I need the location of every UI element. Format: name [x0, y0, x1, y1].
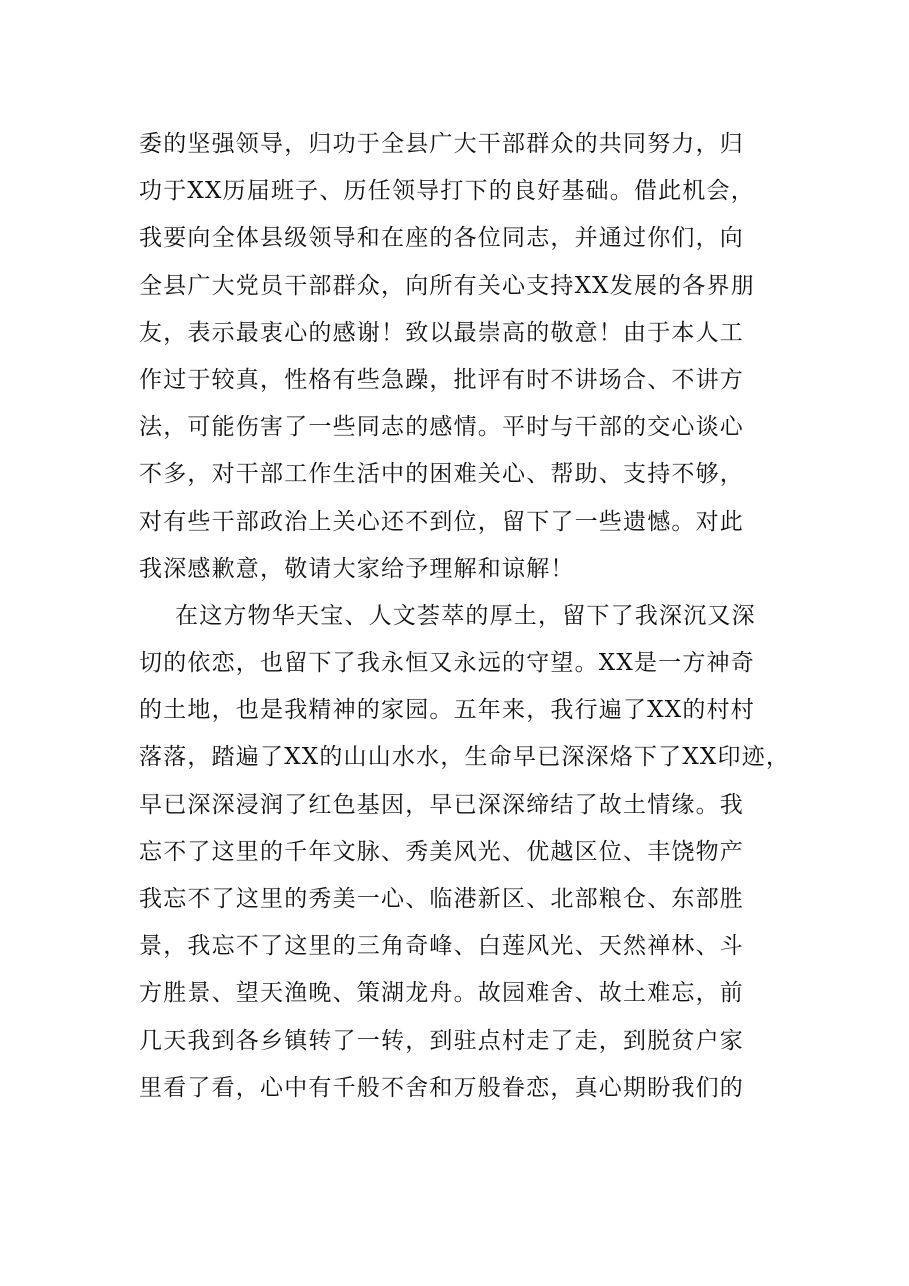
text-line: 里看了看，心中有千般不舍和万般眷恋，真心期盼我们的	[139, 1074, 744, 1101]
text-line: 早已深深浸润了红色基因，早已深深缔结了故土情缘。我	[139, 791, 744, 818]
text-line: 不多，对干部工作生活中的困难关心、帮助、支持不够，	[139, 461, 744, 488]
text-line: 方胜景、望天渔晚、策湖龙舟。故园难舍、故土难忘，前	[139, 980, 744, 1007]
text-line: 对有些干部政治上关心还不到位，留下了一些遗憾。对此	[139, 508, 744, 535]
text-line: 切的依恋，也留下了我永恒又永远的守望。XX是一方神奇	[139, 650, 755, 677]
text-line: 作过于较真，性格有些急躁，批评有时不讲场合、不讲方	[139, 366, 744, 393]
text-line: 我要向全体县级领导和在座的各位同志，并通过你们，向	[139, 225, 744, 252]
text-line: 几天我到各乡镇转了一转，到驻点村走了走，到脱贫户家	[139, 1027, 744, 1054]
text-line: 我忘不了这里的秀美一心、临港新区、北部粮仓、东部胜	[139, 886, 744, 912]
text-line: 落落，踏遍了XX的山山水水，生命早已深深烙下了XX印迹，	[139, 744, 791, 771]
body-text	[139, 121, 791, 1112]
text-line: 忘不了这里的千年文脉、秀美风光、优越区位、丰饶物产	[139, 838, 744, 865]
text-line: 我深感歉意，敬请大家给予理解和谅解！	[139, 555, 575, 582]
text-line: 友，表示最衷心的感谢！致以最崇高的敬意！由于本人工	[139, 319, 744, 346]
text-line: 景，我忘不了这里的三角奇峰、白莲风光、天然禅林、斗	[139, 933, 744, 960]
text-line: 全县广大党员干部群众，向所有关心支持XX发展的各界朋	[139, 272, 755, 299]
text-line: 功于XX历届班子、历任领导打下的良好基础。借此机会，	[139, 178, 755, 205]
text-line: 法，可能伤害了一些同志的感情。平时与干部的交心谈心	[139, 414, 744, 441]
text-line: 委的坚强领导，归功于全县广大干部群众的共同努力，归	[139, 131, 744, 157]
text-line: 的土地，也是我精神的家园。五年来，我行遍了XX的村村	[139, 697, 755, 724]
paragraph-start-line: 在这方物华天宝、人文荟萃的厚土，留下了我深沉又深	[175, 602, 756, 629]
